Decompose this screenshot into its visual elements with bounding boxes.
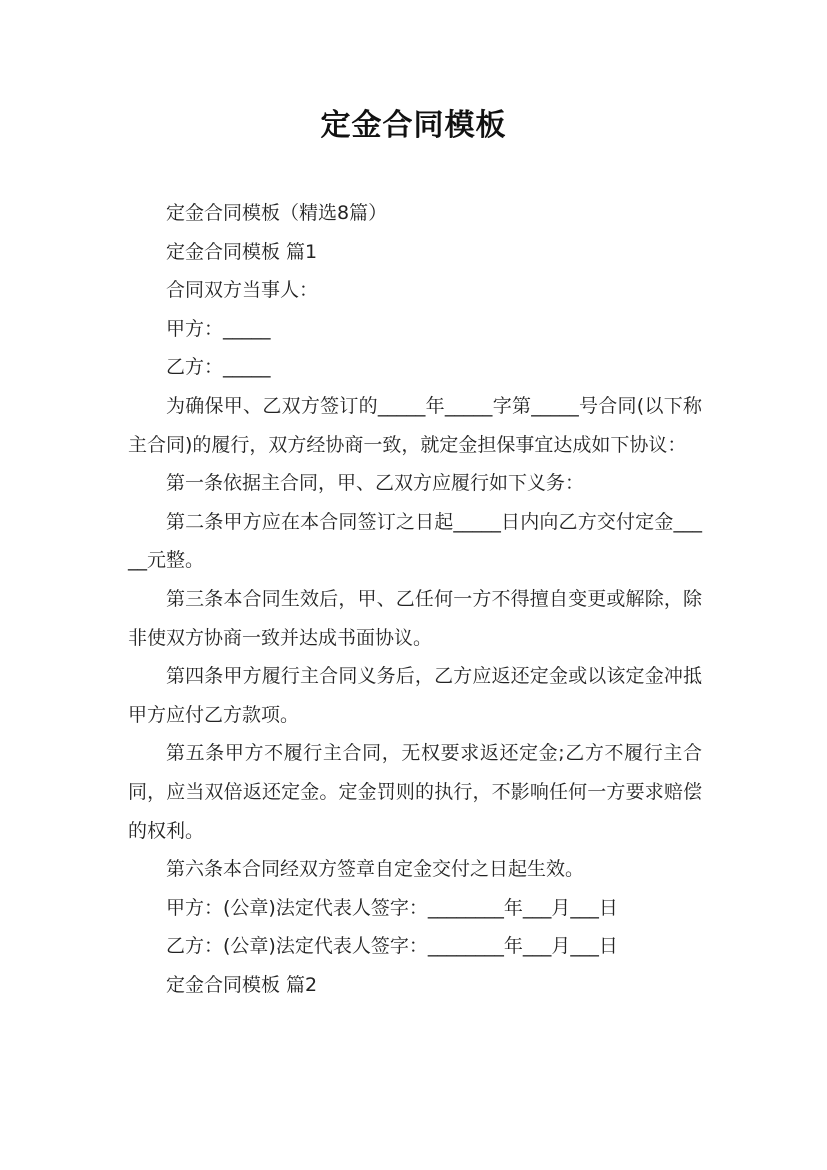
paragraph-section-heading-2: 定金合同模板 篇2 xyxy=(166,973,318,996)
paragraph-article-2: 第二条甲方应在本合同签订之日起_____日内向乙方交付定金_____元整。 xyxy=(128,510,702,572)
paragraph-article-6: 第六条本合同经双方签章自定金交付之日起生效。 xyxy=(166,858,585,881)
paragraph-subtitle: 定金合同模板（精选8篇） xyxy=(166,202,388,224)
paragraph-party-b: 乙方：_____ xyxy=(166,356,271,379)
paragraph-article-3: 第三条本合同生效后，甲、乙任何一方不得擅自变更或解除，除非使双方协商一致并达成书面协议。 xyxy=(128,587,702,649)
paragraph-preamble: 为确保甲、乙双方签订的_____年_____字第_____号合同(以下称主合同)的履行，双方经协商一致，就定金担保事宜达成如下协议： xyxy=(128,394,702,456)
paragraph-section-heading-1: 定金合同模板 篇1 xyxy=(166,240,318,263)
paragraph-article-5: 第五条甲方不履行主合同，无权要求返还定金;乙方不履行主合同，应当双倍返还定金。定金罚则的执行，不影响任何一方要求赔偿的权利。 xyxy=(128,742,702,842)
document-title: 定金合同模板 xyxy=(320,108,507,143)
paragraph-article-4: 第四条甲方履行主合同义务后，乙方应返还定金或以该定金冲抵甲方应付乙方款项。 xyxy=(128,665,702,726)
paragraph-signature-party-a: 甲方：(公章)法定代表人签字：________年___月___日 xyxy=(166,896,618,919)
paragraph-party-a: 甲方：_____ xyxy=(166,317,271,340)
document-body xyxy=(128,194,702,1004)
paragraph-signature-party-b: 乙方：(公章)法定代表人签字：________年___月___日 xyxy=(166,935,618,958)
paragraph-article-1: 第一条依据主合同，甲、乙双方应履行如下义务： xyxy=(166,472,585,495)
paragraph-parties-label: 合同双方当事人： xyxy=(166,279,319,302)
